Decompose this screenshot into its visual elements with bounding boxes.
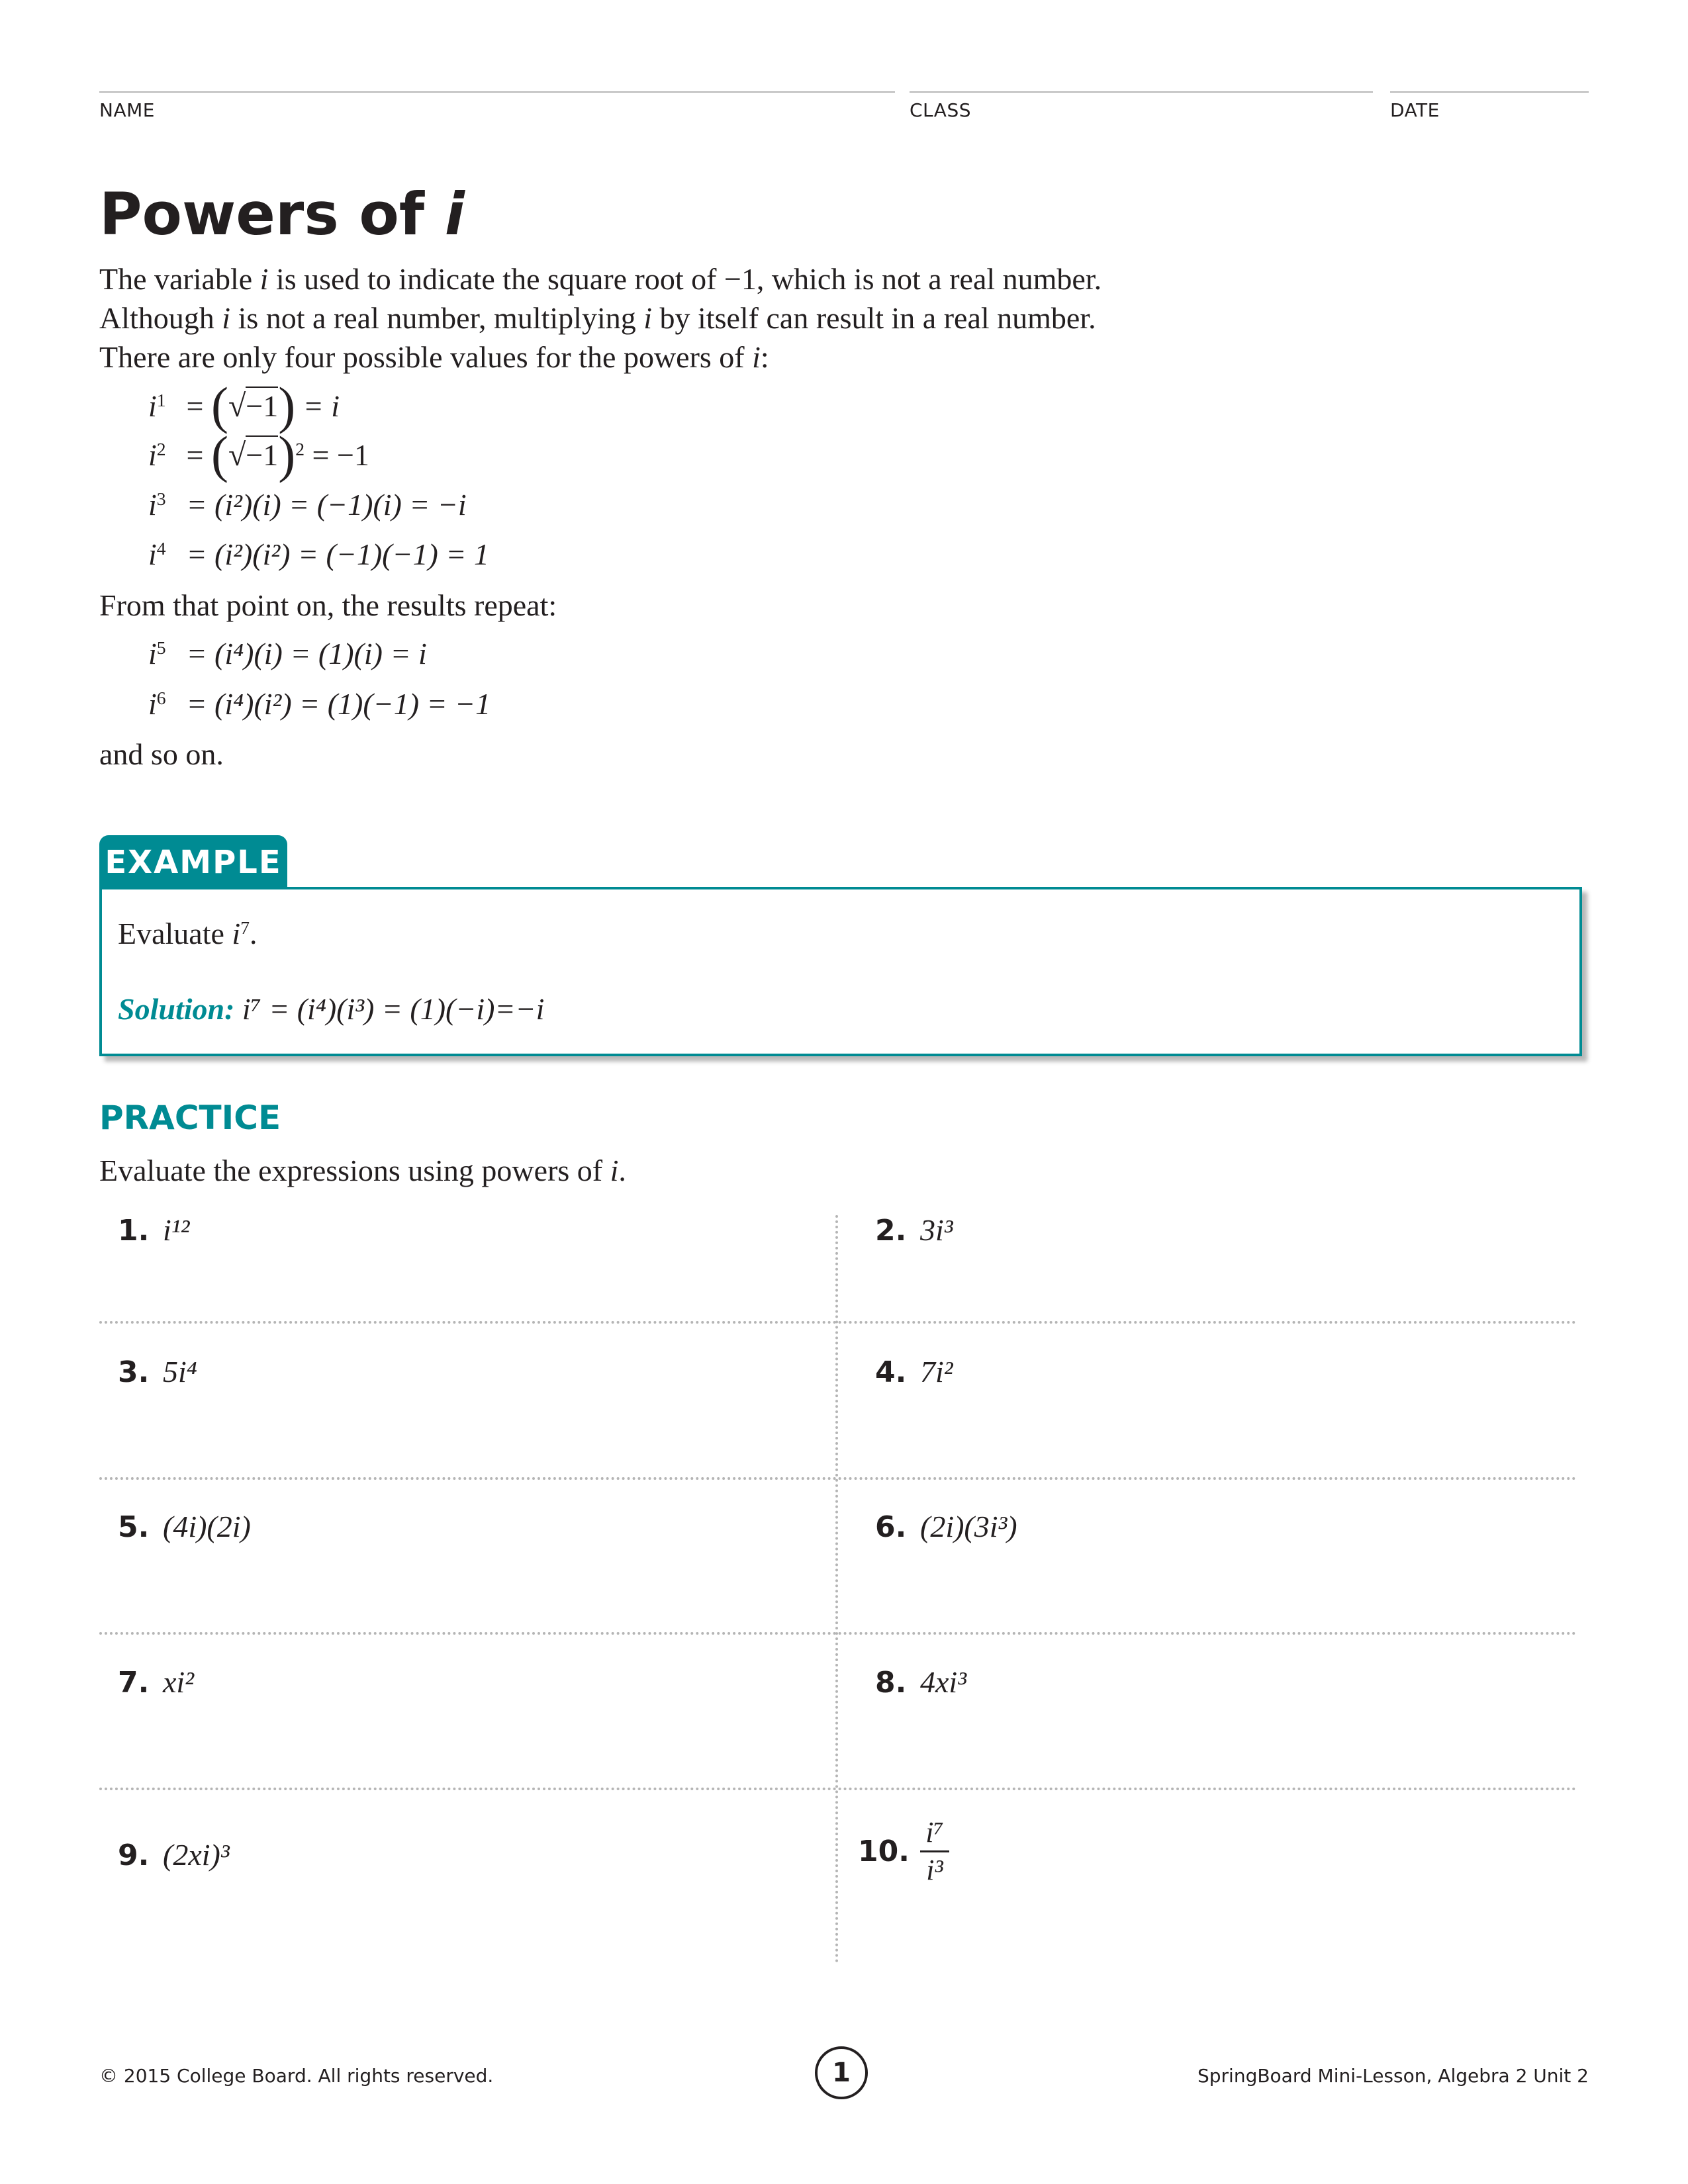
fraction-denominator: i³ (926, 1854, 943, 1887)
equation-i3: $i^3 = (i^2)(i) = (-1)(i) = -i$ (148, 488, 467, 522)
copyright: © 2015 College Board. All rights reserved. (99, 2065, 494, 2087)
solution-label: Solution: (118, 992, 235, 1026)
row-divider (99, 1788, 1577, 1790)
column-divider (835, 1215, 838, 1963)
example-question: Evaluate $i^7$. (118, 917, 258, 950)
solution-text: i⁷ = (i⁴)(i³) = (1)(−i)=−i (242, 992, 545, 1026)
name-label: NAME (99, 99, 155, 121)
row-divider (99, 1477, 1577, 1480)
page-number: 1 (815, 2046, 868, 2099)
equation-i2: $i^2 = (√-1)^2 = -1$ (148, 426, 369, 483)
equation-i1: $i^1 = (√-1) = i$ (148, 377, 340, 434)
practice-item-10[interactable]: 10. $\frac{\text{i⁷}}{\text{i³}}$ (858, 1817, 949, 1886)
practice-item-7[interactable]: 7. xi² (118, 1665, 194, 1700)
practice-item-2[interactable]: 2. 3i³ (875, 1213, 953, 1248)
practice-instruction: Evaluate the expressions using powers of i. (99, 1154, 626, 1187)
closing-text: and so on. (99, 737, 224, 771)
title-variable: i (444, 180, 465, 248)
practice-item-6[interactable]: 6. (2i)(3i³) (875, 1510, 1017, 1544)
fraction (920, 1817, 949, 1886)
practice-item-3[interactable]: 3. 5i⁴ (118, 1355, 197, 1389)
practice-heading: PRACTICE (99, 1099, 281, 1137)
page-title: Powers of i (99, 180, 465, 248)
date-field[interactable] (1390, 91, 1589, 121)
equation-i6: $i^6 = (i^4)(i^2) = (1)(-1) = -1$ (148, 687, 491, 721)
practice-item-8[interactable]: 8. 4xi³ (875, 1665, 966, 1700)
source-label: SpringBoard Mini-Lesson, Algebra 2 Unit 2 (1197, 2065, 1589, 2087)
practice-item-1[interactable]: 1. i¹² (118, 1213, 190, 1248)
equation-i4: $i^4 = (i^2)(i^2) = (-1)(-1) = 1$ (148, 537, 489, 571)
row-divider (99, 1321, 1577, 1324)
date-label: DATE (1390, 99, 1440, 121)
class-label: CLASS (910, 99, 971, 121)
practice-item-5[interactable]: 5. (4i)(2i) (118, 1510, 251, 1544)
practice-item-9[interactable]: 9. (2xi)³ (118, 1838, 230, 1872)
fraction-numerator: i⁷ (925, 1816, 944, 1848)
class-field[interactable] (910, 91, 1373, 121)
example-solution (118, 991, 544, 1026)
example-tab: EXAMPLE (99, 835, 287, 889)
intro-paragraph: The variable i is used to indicate the square root of −1, which is not a real number. Although i is not a real number, multiplying i by itself can result in a real number. There are only four possible values for the powers of i: (99, 262, 1102, 374)
example-box (99, 887, 1582, 1056)
practice-item-4[interactable]: 4. 7i² (875, 1355, 953, 1389)
row-divider (99, 1632, 1577, 1635)
name-field[interactable] (99, 91, 895, 121)
repeat-text: From that point on, the results repeat: (99, 588, 557, 622)
equation-i5: $i^5 = (i^4)(i) = (1)(i) = i$ (148, 637, 427, 670)
